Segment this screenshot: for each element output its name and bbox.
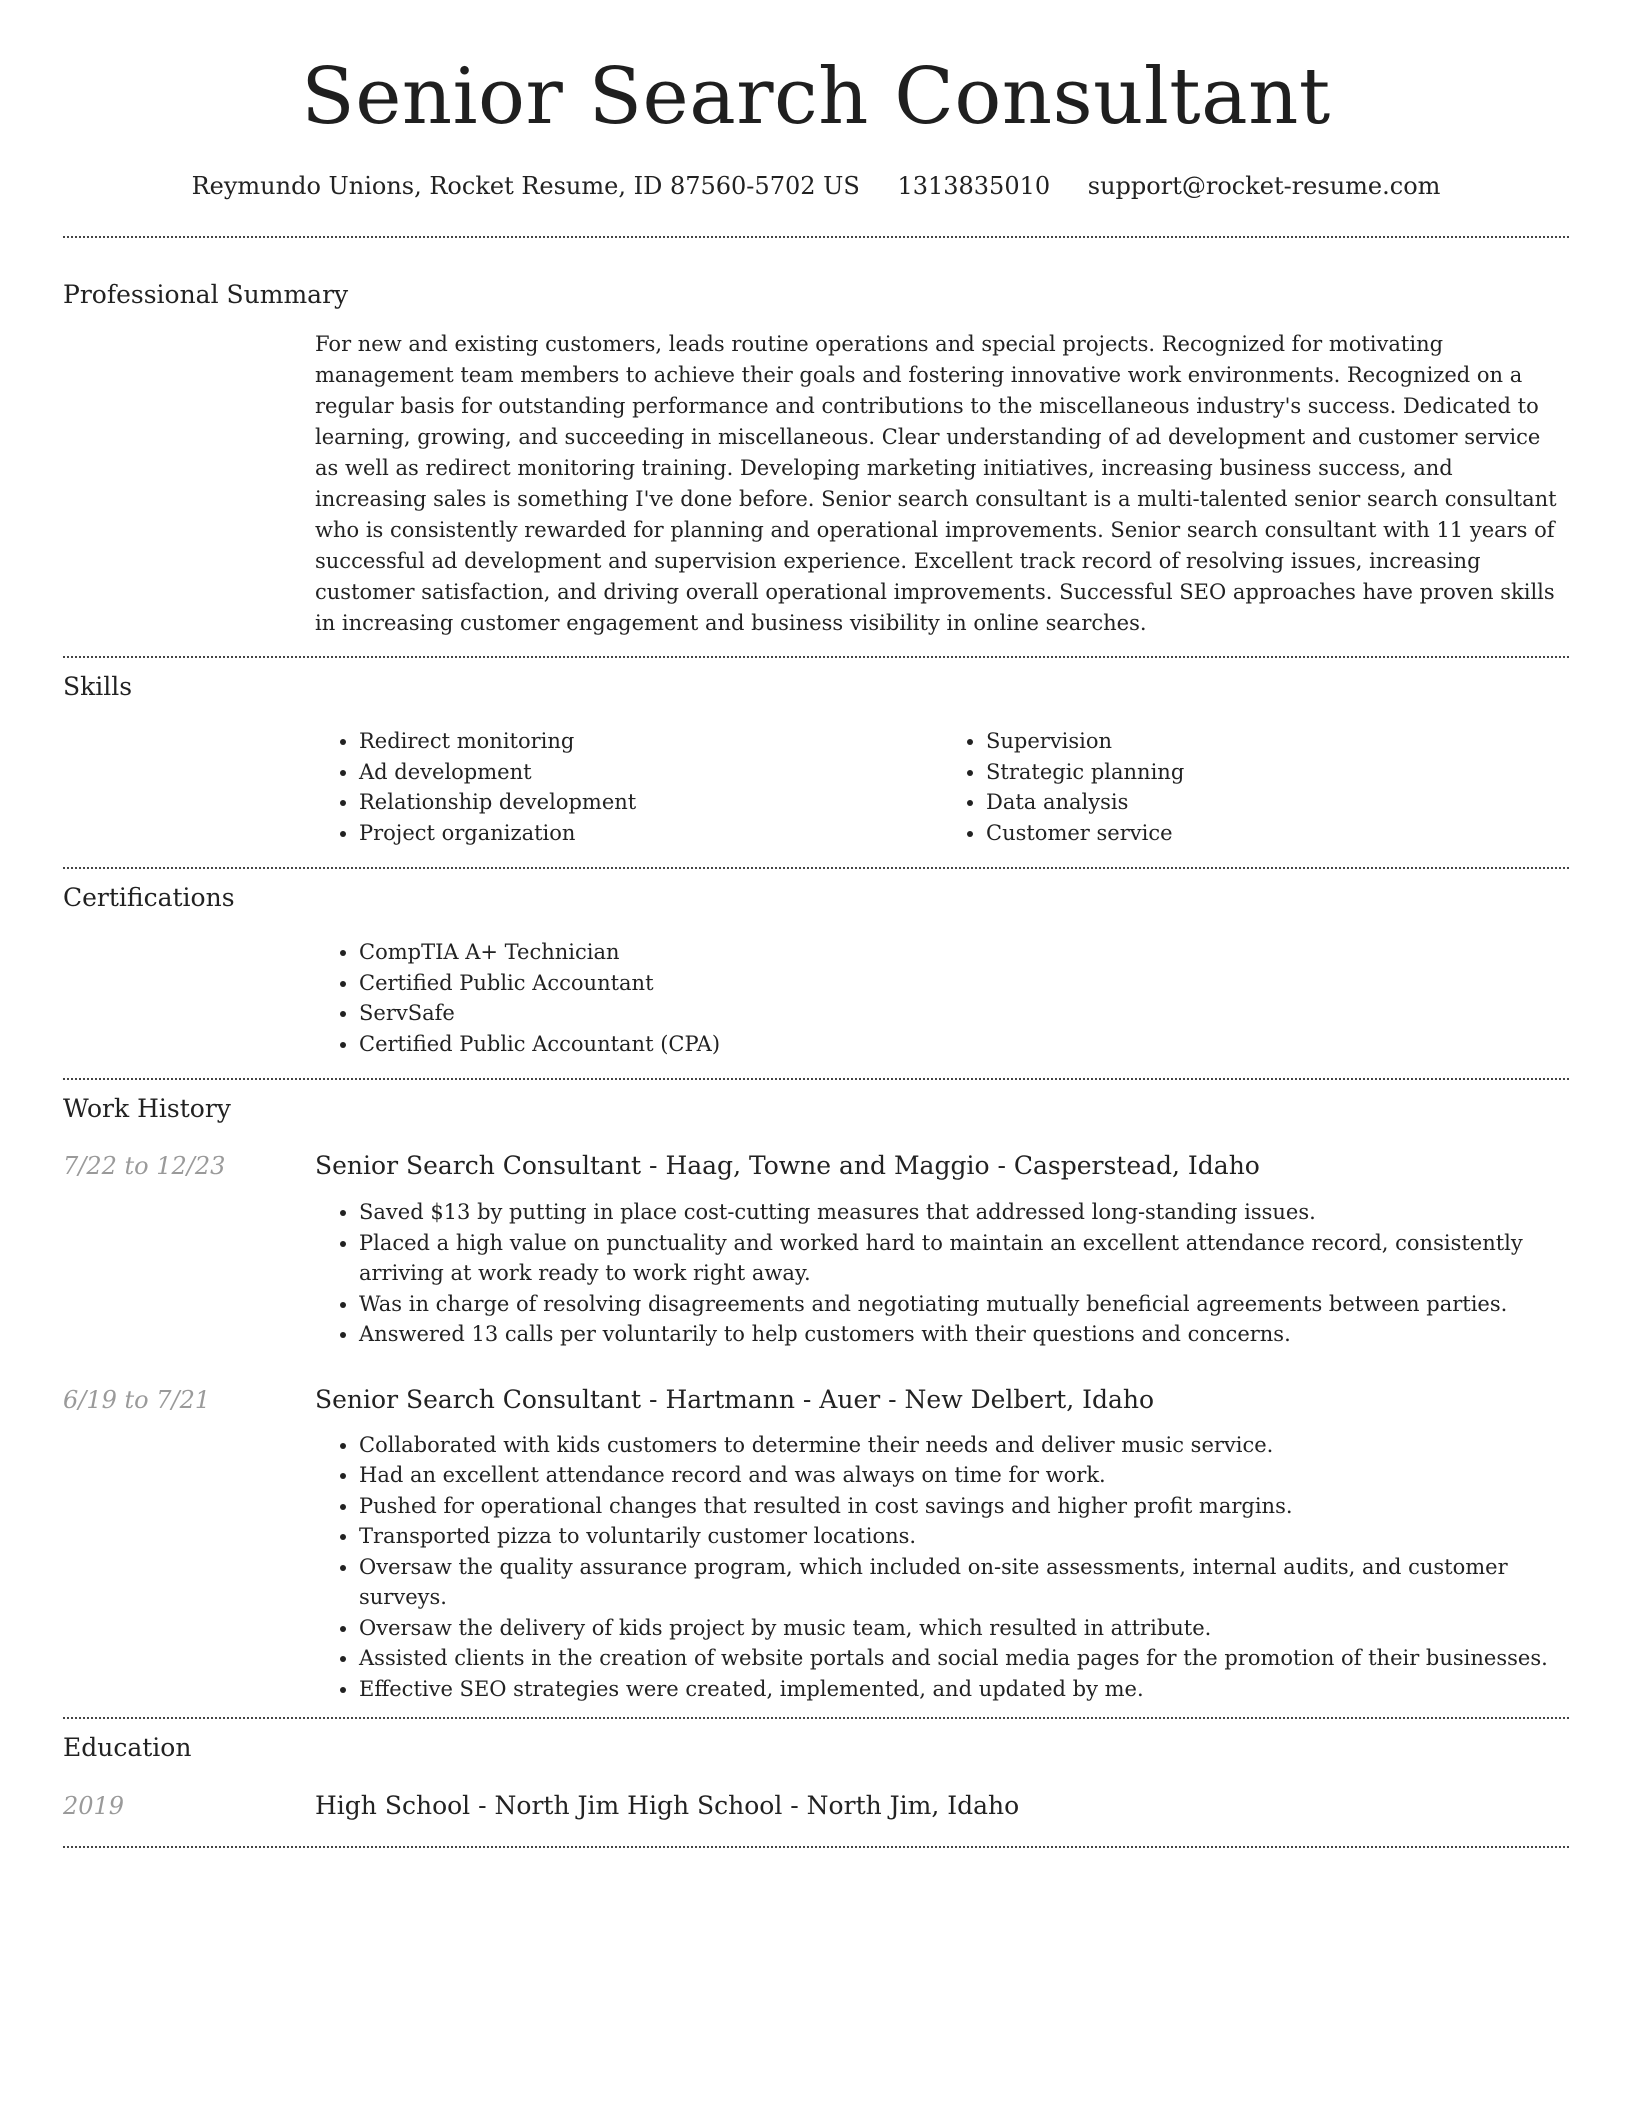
job-entry — [63, 1150, 1569, 1182]
list-item: • Oversaw the delivery of kids project by music team, which resulted in attribute. — [359, 1613, 1569, 1644]
job-entry — [63, 1384, 1569, 1416]
list-item: • CompTIA A+ Technician — [359, 937, 1569, 968]
skills-column-right — [942, 726, 1569, 848]
contact-email: support@rocket-resume.com — [1087, 172, 1441, 200]
resume-name: Senior Search Consultant — [301, 52, 1331, 142]
section-title-skills: Skills — [63, 672, 133, 701]
list-item: • Data analysis — [986, 787, 1569, 818]
list-item: • Effective SEO strategies were created, implemented, and updated by me. — [359, 1674, 1569, 1705]
skills-list — [315, 726, 1569, 848]
list-item: • Answered 13 calls per voluntarily to help customers with their questions and concerns. — [359, 1319, 1569, 1350]
education-title — [315, 1790, 1019, 1822]
list-item: • Project organization — [359, 818, 942, 849]
certifications-list — [315, 937, 1569, 1059]
list-item: • Collaborated with kids customers to determine their needs and deliver music service. — [359, 1430, 1569, 1461]
list-item: • Certified Public Accountant (CPA) — [359, 1029, 1569, 1060]
list-item: • Placed a high value on punctuality and worked hard to maintain an excellent attendance record, consistently arriving at work ready to work right away. — [359, 1228, 1569, 1289]
job-company: - Hartmann - Auer - New Delbert, Idaho — [641, 1384, 1155, 1414]
education-school: - North Jim High School - North Jim, Idaho — [470, 1791, 1020, 1820]
divider — [63, 1078, 1569, 1080]
list-item: • Was in charge of resolving disagreements and negotiating mutually beneficial agreements between parties. — [359, 1289, 1569, 1320]
job-bullet-list — [315, 1430, 1569, 1705]
divider — [63, 656, 1569, 658]
list-item: • Customer service — [986, 818, 1569, 849]
list-item: • Transported pizza to voluntarily customer locations. — [359, 1521, 1569, 1552]
contact-address: Reymundo Unions, Rocket Resume, ID 87560-5702 US — [191, 172, 860, 200]
summary-text: For new and existing customers, leads routine operations and special projects. Recognized for motivating management team members to achieve their goals and fostering innovative work environments. Recognized on a regular basis for outstanding performance and contributions to the miscellaneous industry's success. Dedicated to learning, growing, and succeeding in miscellaneous. Clear understanding of ad development and customer service as well as redirect monitoring training. Developing marketing initiatives, increasing business success, and increasing sales is something I've done before. Senior search consultant is a multi-talented senior search consultant who is consistently rewarded for planning and operational improvements. Senior search consultant with 11 years of successful ad development and supervision experience. Excellent track record of resolving issues, increasing customer satisfaction, and driving overall operational improvements. Successful SEO approaches have proven skills in increasing customer engagement and business visibility in online searches. — [315, 332, 1557, 635]
list-item: • ServSafe — [359, 998, 1569, 1029]
job-role: Senior Search Consultant — [315, 1151, 642, 1180]
list-item: • Had an excellent attendance record and was always on time for work. — [359, 1460, 1569, 1491]
education-degree: High School — [315, 1791, 471, 1820]
section-title-summary: Professional Summary — [63, 280, 349, 309]
section-title-education: Education — [63, 1733, 192, 1762]
skills-column-left — [315, 726, 942, 848]
list-item: • Ad development — [359, 757, 942, 788]
job-title — [315, 1384, 1154, 1416]
list-item: • Assisted clients in the creation of website portals and social media pages for the promotion of their businesses. — [359, 1643, 1569, 1674]
list-item: • Supervision — [986, 726, 1569, 757]
divider — [63, 1717, 1569, 1719]
list-item: • Redirect monitoring — [359, 726, 942, 757]
certifications-bullets — [315, 937, 1569, 1059]
job-dates: 7/22 to 12/23 — [63, 1152, 226, 1180]
job-title — [315, 1150, 1260, 1182]
list-item: • Saved $13 by putting in place cost-cutting measures that addressed long-standing issues. — [359, 1197, 1569, 1228]
job-bullets — [315, 1430, 1569, 1705]
list-item: • Certified Public Accountant — [359, 968, 1569, 999]
job-dates: 6/19 to 7/21 — [63, 1385, 211, 1414]
job-role: Senior Search Consultant — [315, 1384, 642, 1414]
job-bullet-list — [315, 1197, 1569, 1350]
divider — [63, 236, 1569, 238]
divider — [63, 867, 1569, 869]
list-item: • Pushed for operational changes that resulted in cost savings and higher profit margins. — [359, 1491, 1569, 1522]
section-title-certifications: Certifications — [63, 883, 235, 912]
contact-phone: 1313835010 — [897, 172, 1051, 200]
job-company: - Haag, Towne and Maggio - Casperstead, Idaho — [641, 1151, 1260, 1180]
education-year: 2019 — [63, 1792, 125, 1820]
section-title-work-history: Work History — [63, 1094, 231, 1123]
education-entry — [63, 1790, 1569, 1822]
job-bullets — [315, 1197, 1569, 1350]
divider — [63, 1846, 1569, 1848]
list-item: • Relationship development — [359, 787, 942, 818]
list-item: • Oversaw the quality assurance program, which included on-site assessments, internal audits, and customer surveys. — [359, 1552, 1569, 1613]
contact-line — [63, 171, 1569, 201]
list-item: • Strategic planning — [986, 757, 1569, 788]
